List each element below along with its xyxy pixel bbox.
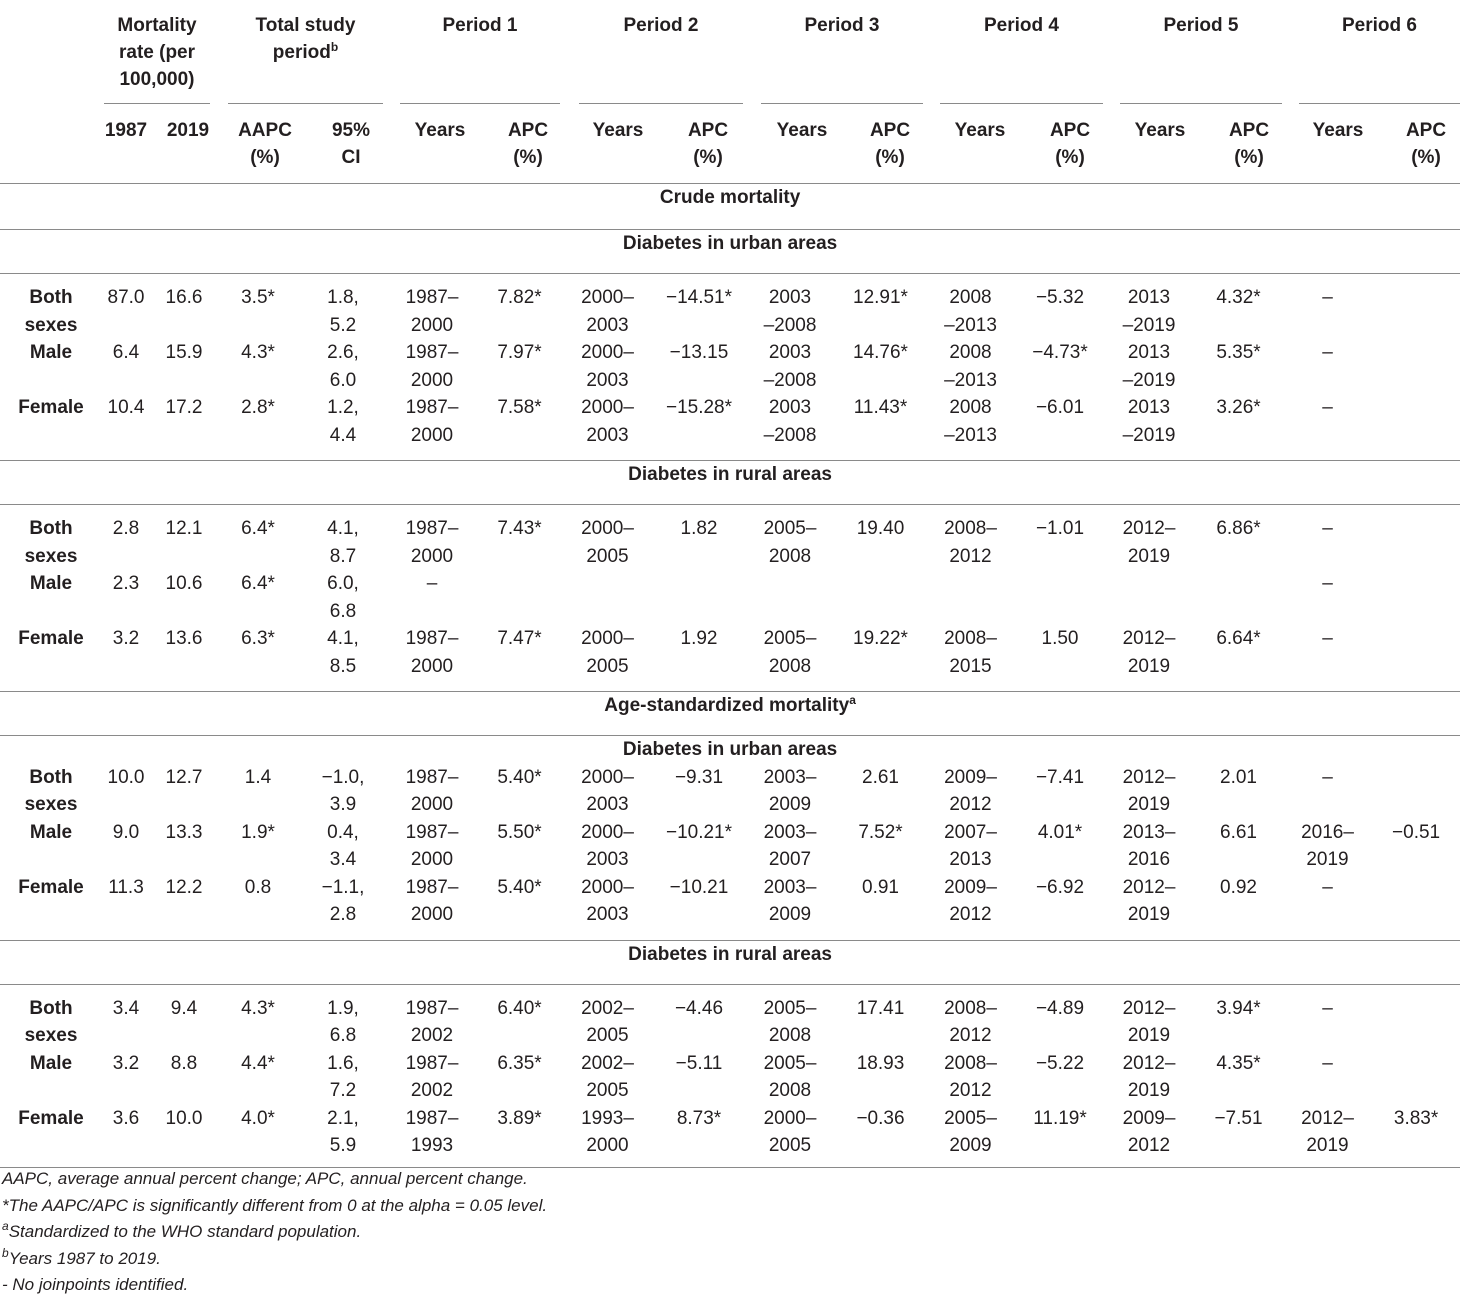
cell-p6-apc <box>1372 394 1460 449</box>
subheader-apc-p3: APC (%) <box>869 120 911 168</box>
cell-ci-95: 1.6, 7.2 <box>327 1052 359 1101</box>
cell-ci-95: −1.1, 2.8 <box>321 876 365 925</box>
row-label: Female <box>18 628 84 649</box>
cell-p3-apc: 17.41 <box>856 997 905 1019</box>
cell-p2-years: 2000– 2003 <box>581 821 634 870</box>
cell-p6-apc <box>1372 995 1460 1050</box>
footnote: AAPC, average annual percent change; APC, annual percent change. <box>2 1169 528 1188</box>
subheader-2019: 2019 <box>166 120 210 141</box>
cell-p5-years: 2012– 2019 <box>1122 876 1176 925</box>
subheader-years-p1: Years <box>414 120 466 141</box>
cell-rate-1987: 9.0 <box>112 821 140 843</box>
cell-p3-apc: 2.61 <box>862 766 899 788</box>
cell-aapc: 1.4 <box>244 766 272 788</box>
cell-p4-years: 2008 –2013 <box>944 287 997 336</box>
cell-p2-years: 2000– 2003 <box>581 876 634 925</box>
cell-p2-years: 2002– 2005 <box>581 1052 634 1101</box>
cell-ci-95: −1.0, 3.9 <box>321 766 365 815</box>
cell-p5-years: 2013– 2016 <box>1122 821 1176 870</box>
header-rule-mortality <box>104 103 210 104</box>
cell-p5-years: 2013 –2019 <box>1122 397 1176 446</box>
table-row <box>0 570 1460 625</box>
cell-p1-apc: 7.82* <box>497 287 542 308</box>
row-label: Both sexes <box>24 997 78 1046</box>
subheader-aapc: AAPC (%) <box>238 120 292 168</box>
subheader-apc-p2: APC (%) <box>687 120 729 168</box>
table-row <box>0 394 1460 449</box>
cell-p4-years: 2008– 2015 <box>944 628 997 677</box>
header-rule-period-4 <box>940 103 1103 104</box>
cell-p3-years: 2003 –2008 <box>763 342 817 391</box>
cell-p6-years: – <box>1322 997 1333 1019</box>
cell-p4-years <box>925 570 1016 625</box>
cell-p3-apc: 19.22* <box>853 628 908 649</box>
header-rule-period-5 <box>1120 103 1282 104</box>
cell-p5-apc: 6.86* <box>1216 518 1261 539</box>
cell-p4-apc: −6.01 <box>1035 397 1085 418</box>
cell-p2-apc: 8.73* <box>676 1107 722 1129</box>
subheader-years-p4: Years <box>954 120 1006 141</box>
cell-p4-apc: 11.19* <box>1033 1107 1087 1129</box>
header-period-2: Period 2 <box>623 15 699 36</box>
cell-p2-apc: −14.51* <box>665 287 733 308</box>
cell-p1-apc: 5.50* <box>497 821 542 843</box>
cell-aapc: 2.8* <box>241 397 275 418</box>
cell-p5-years: 2013 –2019 <box>1122 342 1176 391</box>
subheader-years-p6: Years <box>1312 120 1364 141</box>
cell-p6-years: – <box>1322 766 1333 788</box>
cell-p3-apc: 19.40 <box>856 518 905 539</box>
cell-p6-years: – <box>1322 1052 1333 1074</box>
cell-p5-years: 2009– 2012 <box>1122 1107 1176 1156</box>
cell-p3-apc: 18.93 <box>856 1052 905 1074</box>
cell-rate-1987: 10.0 <box>107 766 145 788</box>
header-period-5: Period 5 <box>1163 15 1239 36</box>
cell-p1-apc <box>478 570 561 625</box>
cell-p5-years: 2012– 2019 <box>1122 628 1176 677</box>
row-label: Both sexes <box>24 518 78 567</box>
cell-p2-apc: −13.15 <box>669 342 729 363</box>
cell-p2-apc: −5.11 <box>675 1052 723 1074</box>
cell-p2-apc: −10.21 <box>669 876 729 898</box>
cell-p2-years: 2002– 2005 <box>581 997 634 1046</box>
cell-p3-years: 2005– 2008 <box>763 1052 817 1101</box>
cell-p5-apc: 3.26* <box>1216 397 1261 418</box>
cell-p1-apc: 7.97* <box>497 342 542 363</box>
cell-p2-years: 2000– 2005 <box>581 518 634 567</box>
table-row <box>0 1050 1460 1105</box>
cell-p4-years: 2009– 2012 <box>944 766 997 815</box>
cell-aapc: 6.3* <box>241 628 275 649</box>
cell-rate-2019: 15.9 <box>165 342 203 363</box>
cell-p6-years: – <box>1322 287 1333 308</box>
table-row <box>0 625 1460 680</box>
cell-p1-apc: 7.47* <box>497 628 542 649</box>
cell-p1-apc: 5.40* <box>497 876 542 898</box>
cell-rate-2019: 17.2 <box>165 397 203 418</box>
cell-p1-years: 1987– 2000 <box>405 397 459 446</box>
cell-p5-apc <box>1194 570 1283 625</box>
cell-rate-2019: 13.3 <box>165 821 203 843</box>
subheader-apc-p5: APC (%) <box>1228 120 1270 168</box>
cell-p1-apc: 7.58* <box>497 397 542 418</box>
cell-p3-years: 2005– 2008 <box>763 518 817 567</box>
cell-p4-apc: −1.01 <box>1035 518 1085 539</box>
cell-p5-years: 2012– 2019 <box>1122 997 1176 1046</box>
cell-p4-years: 2005– 2009 <box>944 1107 997 1156</box>
section-rural-crude: Diabetes in rural areas <box>0 461 1460 505</box>
cell-p4-years: 2008– 2012 <box>944 518 997 567</box>
header-total-study-period: Total study period$^b$ <box>255 15 356 63</box>
cell-p2-years <box>561 570 654 625</box>
cell-p3-years: 2003 –2008 <box>763 287 817 336</box>
cell-p3-apc: 12.91* <box>853 287 908 308</box>
cell-p4-apc: −4.89 <box>1035 997 1085 1019</box>
header-rule-period-6 <box>1299 103 1460 104</box>
cell-p5-apc: 6.64* <box>1216 628 1261 649</box>
header-rule-period-3 <box>761 103 923 104</box>
cell-aapc: 4.0* <box>241 1107 275 1129</box>
cell-rate-2019: 12.1 <box>165 518 203 539</box>
header-mortality-rate: Mortality rate (per 100,000) <box>117 15 197 90</box>
cell-p6-apc <box>1372 284 1460 339</box>
cell-aapc: 4.3* <box>241 997 275 1019</box>
cell-p4-apc: −7.41 <box>1035 766 1085 788</box>
cell-p2-years: 2000– 2003 <box>581 766 634 815</box>
group-rule <box>0 449 1460 461</box>
cell-rate-1987: 6.4 <box>112 342 140 363</box>
table-row <box>0 1105 1460 1160</box>
cell-p3-apc <box>836 570 925 625</box>
row-label: Male <box>29 1052 73 1074</box>
table-row <box>0 764 1460 819</box>
cell-p5-apc: 4.35* <box>1216 1052 1261 1074</box>
cell-rate-1987: 11.3 <box>108 876 144 898</box>
cell-p2-apc: −15.28* <box>665 397 733 418</box>
section-crude-mortality: Crude mortality <box>0 184 1460 230</box>
cell-p3-apc: 14.76* <box>853 342 908 363</box>
cell-p6-apc <box>1372 874 1460 929</box>
cell-aapc: 0.8 <box>244 876 272 898</box>
cell-p4-apc: −5.22 <box>1035 1052 1085 1074</box>
header-rule-total <box>228 103 383 104</box>
cell-rate-2019: 12.2 <box>165 876 203 898</box>
cell-p5-years: 2013 –2019 <box>1122 287 1176 336</box>
cell-aapc: 6.4* <box>241 518 275 539</box>
cell-p3-apc: 11.43* <box>853 397 908 418</box>
cell-rate-1987: 87.0 <box>107 287 145 308</box>
subheader-ci: 95% CI <box>331 120 371 168</box>
subheader-years-p2: Years <box>592 120 644 141</box>
row-label: Female <box>18 397 84 418</box>
subheader-apc-p4: APC (%) <box>1049 120 1091 168</box>
cell-p3-years: 2003– 2007 <box>763 821 817 870</box>
section-urban-crude: Diabetes in urban areas <box>0 230 1460 274</box>
header-period-3: Period 3 <box>804 15 880 36</box>
cell-p5-apc: 6.61 <box>1220 821 1257 843</box>
cell-p1-years: 1987– 2000 <box>405 287 459 336</box>
cell-ci-95: 4.1, 8.7 <box>327 518 359 567</box>
cell-p1-years: 1987– 2000 <box>405 628 459 677</box>
row-label: Male <box>29 573 73 594</box>
row-label: Both sexes <box>24 287 78 336</box>
cell-aapc: 1.9* <box>241 821 275 843</box>
cell-p4-years: 2007– 2013 <box>944 821 997 870</box>
cell-p5-apc: 4.32* <box>1216 287 1261 308</box>
table-row <box>0 995 1460 1050</box>
cell-p3-years: 2003– 2009 <box>763 766 817 815</box>
subheader-years-p5: Years <box>1134 120 1186 141</box>
cell-p4-years: 2008 –2013 <box>944 397 997 446</box>
table-row <box>0 284 1460 339</box>
cell-p6-apc <box>1372 515 1460 570</box>
cell-p3-apc: −0.36 <box>856 1107 905 1129</box>
cell-p4-years: 2009– 2012 <box>944 876 997 925</box>
spacer <box>0 505 1460 516</box>
cell-p5-apc: 2.01 <box>1220 766 1257 788</box>
cell-p4-apc: −5.32 <box>1035 287 1085 308</box>
cell-p3-years: 2000– 2005 <box>763 1107 817 1156</box>
subheader-1987: 1987 <box>104 120 148 141</box>
cell-p2-apc: −4.46 <box>674 997 724 1019</box>
row-label: Female <box>18 1107 84 1129</box>
cell-p6-years: 2016– 2019 <box>1301 821 1354 870</box>
cell-p1-years: 1987– 2000 <box>405 766 459 815</box>
footnote: $^a$Standardized to the WHO standard population. <box>2 1219 362 1241</box>
cell-p2-apc: 1.92 <box>680 628 718 649</box>
cell-p1-years: 1987– 2002 <box>405 997 459 1046</box>
cell-p4-years: 2008– 2012 <box>944 997 997 1046</box>
cell-p1-years: 1987– 2002 <box>405 1052 459 1101</box>
cell-p5-years <box>1104 570 1194 625</box>
data-table <box>0 184 1460 1168</box>
cell-rate-2019: 10.0 <box>165 1107 203 1129</box>
cell-p5-apc: 0.92 <box>1220 876 1257 898</box>
section-urban-std: Diabetes in urban areas <box>622 739 838 760</box>
cell-p2-apc <box>654 570 744 625</box>
cell-rate-2019: 13.6 <box>165 628 203 649</box>
cell-p6-years: – <box>1322 342 1333 363</box>
cell-p6-apc: 3.83* <box>1393 1107 1439 1129</box>
cell-aapc: 3.5* <box>241 287 275 308</box>
spacer <box>0 274 1460 285</box>
row-label: Female <box>18 876 84 898</box>
header-period-6: Period 6 <box>1342 15 1417 36</box>
cell-aapc: 4.3* <box>241 342 275 363</box>
cell-p3-years: 2003 –2008 <box>763 397 817 446</box>
cell-ci-95: 1.8, 5.2 <box>327 287 359 336</box>
cell-p3-years: 2003– 2009 <box>763 876 817 925</box>
cell-p4-years: 2008– 2012 <box>944 1052 997 1101</box>
cell-p1-years: 1987– 2000 <box>405 821 459 870</box>
cell-p4-apc: 4.01* <box>1037 821 1083 843</box>
cell-ci-95: 6.0, 6.8 <box>327 573 359 622</box>
header-rule-period-2 <box>579 103 743 104</box>
cell-p1-apc: 6.35* <box>497 1052 542 1074</box>
table-row <box>0 819 1460 874</box>
cell-rate-1987: 10.4 <box>107 397 145 418</box>
cell-p4-apc: 1.50 <box>1041 628 1079 649</box>
cell-p6-years: – <box>1322 876 1333 898</box>
cell-p2-apc: 1.82 <box>680 518 718 539</box>
group-rule <box>0 680 1460 692</box>
cell-aapc: 6.4* <box>241 573 275 594</box>
cell-p6-apc <box>1372 339 1460 394</box>
cell-p4-apc: −6.92 <box>1035 876 1085 898</box>
footnote: $^b$Years 1987 to 2019. <box>2 1245 161 1268</box>
cell-rate-1987: 3.2 <box>112 1052 140 1074</box>
cell-p1-years: 1987– 2000 <box>405 518 459 567</box>
header-period-1: Period 1 <box>442 15 518 36</box>
cell-p6-apc <box>1372 625 1460 680</box>
cell-rate-2019: 10.6 <box>165 573 203 594</box>
cell-p2-years: 2000– 2003 <box>581 397 634 446</box>
cell-rate-2019: 8.8 <box>170 1052 198 1074</box>
section-rural-std: Diabetes in rural areas <box>0 940 1460 984</box>
cell-rate-2019: 16.6 <box>165 287 203 308</box>
cell-p1-apc: 6.40* <box>497 997 542 1019</box>
row-label: Male <box>29 342 73 363</box>
header-rule-period-1 <box>400 103 560 104</box>
cell-p2-years: 1993– 2000 <box>581 1107 634 1156</box>
cell-p3-apc: 7.52* <box>858 821 903 843</box>
subheader-apc-p6: APC (%) <box>1405 120 1447 168</box>
table-footnotes <box>2 1166 547 1299</box>
subheader-years-p3: Years <box>776 120 828 141</box>
row-label: Male <box>29 821 73 843</box>
cell-p3-years: 2005– 2008 <box>763 997 817 1046</box>
cell-ci-95: 4.1, 8.5 <box>327 628 359 677</box>
cell-p2-apc: −9.31 <box>674 766 724 788</box>
cell-ci-95: 1.9, 6.8 <box>327 997 359 1046</box>
cell-aapc: 4.4* <box>241 1052 275 1074</box>
cell-p5-apc: −7.51 <box>1214 1107 1263 1129</box>
table-row <box>0 515 1460 570</box>
cell-ci-95: 2.1, 5.9 <box>327 1107 359 1156</box>
cell-p6-years: – <box>1322 573 1333 594</box>
cell-p2-years: 2000– 2003 <box>581 342 634 391</box>
cell-p1-apc: 3.89* <box>497 1107 542 1129</box>
footnote: - No joinpoints identified. <box>2 1275 189 1294</box>
cell-p4-apc: −4.73* <box>1032 342 1088 363</box>
cell-rate-1987: 3.4 <box>112 997 140 1019</box>
cell-p1-apc: 5.40* <box>497 766 542 788</box>
cell-p5-years: 2012– 2019 <box>1122 1052 1176 1101</box>
cell-rate-1987: 3.2 <box>112 628 140 649</box>
table-row <box>0 874 1460 929</box>
table-row <box>0 339 1460 394</box>
cell-p1-years: 1987– 2000 <box>405 876 459 925</box>
table-header <box>0 0 1460 184</box>
cell-p6-apc <box>1372 764 1460 819</box>
group-rule <box>0 929 1460 941</box>
cell-ci-95: 2.6, 6.0 <box>327 342 359 391</box>
cell-p1-years: 1987– 1993 <box>405 1107 459 1156</box>
cell-p1-apc: 7.43* <box>497 518 542 539</box>
cell-p5-apc: 5.35* <box>1216 342 1261 363</box>
cell-rate-1987: 2.8 <box>112 518 140 539</box>
cell-ci-95: 0.4, 3.4 <box>327 821 359 870</box>
cell-p6-apc: −0.51 <box>1392 821 1441 843</box>
cell-p6-apc <box>1372 1050 1460 1105</box>
cell-rate-2019: 12.7 <box>165 766 203 788</box>
subheader-apc-p1: APC (%) <box>507 120 549 168</box>
cell-p2-apc: −10.21* <box>665 821 733 843</box>
cell-p4-years: 2008 –2013 <box>944 342 997 391</box>
cell-rate-2019: 9.4 <box>170 997 198 1019</box>
cell-rate-1987: 2.3 <box>112 573 140 594</box>
cell-p2-years: 2000– 2003 <box>581 287 634 336</box>
cell-p3-years: 2005– 2008 <box>763 628 817 677</box>
section-age-standardized: Age-standardized mortality$^a$ <box>0 692 1460 736</box>
cell-p1-years: 1987– 2000 <box>405 342 459 391</box>
cell-p6-years: – <box>1322 628 1333 649</box>
cell-ci-95: 1.2, 4.4 <box>327 397 359 446</box>
cell-p6-apc <box>1372 570 1460 625</box>
cell-p2-years: 2000– 2005 <box>581 628 634 677</box>
spacer <box>0 984 1460 995</box>
cell-p3-years <box>744 570 836 625</box>
cell-p4-apc <box>1016 570 1104 625</box>
row-label: Both sexes <box>24 766 78 815</box>
cell-p3-apc: 0.91 <box>862 876 899 898</box>
header-period-4: Period 4 <box>984 15 1059 36</box>
cell-p5-years: 2012– 2019 <box>1122 766 1176 815</box>
cell-p6-years: – <box>1322 397 1333 418</box>
cell-rate-1987: 3.6 <box>112 1107 140 1129</box>
cell-p5-apc: 3.94* <box>1216 997 1261 1019</box>
cell-p6-years: 2012– 2019 <box>1301 1107 1354 1156</box>
cell-p6-years: – <box>1322 518 1333 539</box>
cell-p5-years: 2012– 2019 <box>1122 518 1176 567</box>
footnote: *The AAPC/APC is significantly different from 0 at the alpha = 0.05 level. <box>2 1195 548 1215</box>
cell-p1-years: – <box>426 573 438 594</box>
